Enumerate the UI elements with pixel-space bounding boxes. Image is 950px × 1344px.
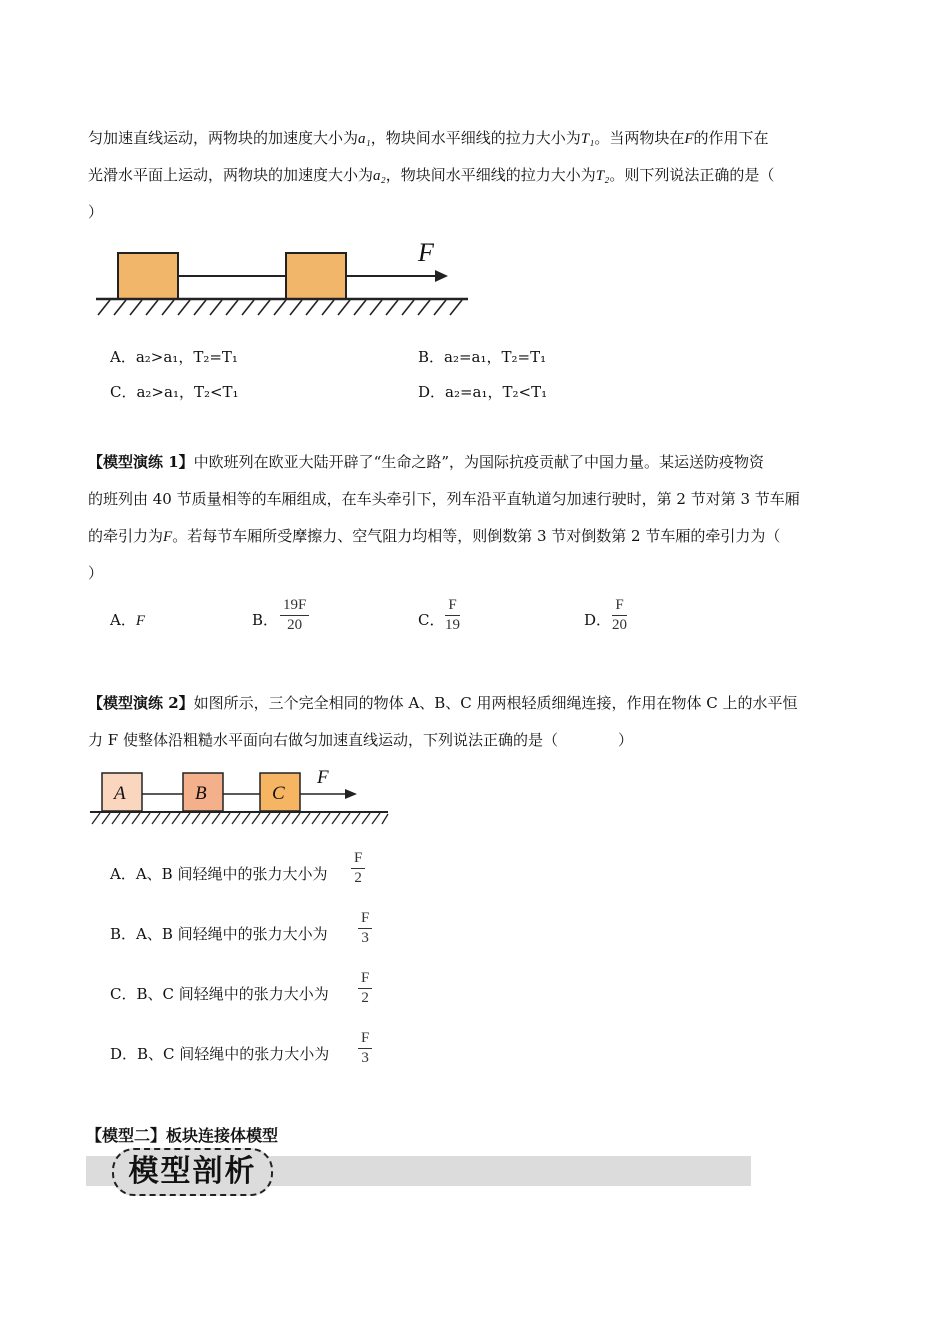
force-label: F — [418, 238, 434, 267]
var-F: F — [684, 131, 694, 147]
figure-three-blocks — [88, 764, 393, 826]
q0-line-1: 匀加速直线运动，两物块的加速度大小为a₁，物块间水平细线的拉力大小为T₁。当两物块在F的作用下在 — [88, 129, 769, 147]
q0-option-b[interactable]: B．a₂=a₁，T₂=T₁ — [418, 348, 547, 366]
force-label: F — [317, 767, 329, 788]
q1-option-c-fraction: F 19 — [445, 597, 460, 633]
q2-line-1: 【模型演练 2】如图所示，三个完全相同的物体 A、B、C 用两根轻质细绳连接，作用在物体 C 上的水平恒 — [88, 694, 798, 712]
q1-line-2: 的班列由 40 节质量相等的车厢组成，在车头牵引下，列车沿平直轨道匀加速行驶时，第 2 节对第 3 节车厢 — [88, 490, 800, 508]
q1-option-d-fraction: F 20 — [612, 597, 627, 633]
q1-tag: 【模型演练 1】 — [88, 453, 194, 471]
ground-hatch — [98, 300, 462, 315]
q1-option-d-label[interactable]: D． — [584, 611, 612, 629]
var-a2: a₂ — [373, 168, 386, 184]
section-heading: 【模型二】板块连接体模型 — [86, 1126, 279, 1145]
ground-hatch — [92, 813, 388, 824]
block-left — [118, 253, 178, 299]
var-T1: T₁ — [580, 131, 595, 147]
q0-option-a[interactable]: A．a₂>a₁，T₂=T₁ — [110, 348, 238, 366]
q1-line-3: 的牵引力为F。若每节车厢所受摩擦力、空气阻力均相等，则倒数第 3 节对倒数第 2 节车厢的牵引力为（ — [88, 527, 781, 545]
q1-option-a[interactable]: A．F — [110, 611, 146, 629]
label-b: B — [195, 783, 207, 804]
q2-option-c-fraction: F 2 — [358, 970, 372, 1007]
arrow-head — [345, 789, 357, 799]
var-a1: a₁ — [358, 131, 371, 147]
block-right — [286, 253, 346, 299]
label-a: A — [114, 783, 126, 804]
q2-option-b-fraction: F 3 — [358, 910, 372, 947]
q2-option-d-fraction: F 3 — [358, 1030, 372, 1067]
q1-option-c-label[interactable]: C． — [418, 611, 445, 629]
q2-option-a-fraction: F 2 — [351, 850, 365, 887]
arrow-head — [435, 270, 448, 282]
figure-two-blocks — [90, 235, 475, 317]
q2-option-b[interactable]: B．A、B 间轻绳中的张力大小为 — [110, 925, 328, 943]
q2-tag: 【模型演练 2】 — [88, 694, 194, 712]
q2-line-2: 力 F 使整体沿粗糙水平面向右做匀加速直线运动，下列说法正确的是（ ） — [88, 731, 633, 749]
q2-option-c[interactable]: C．B、C 间轻绳中的张力大小为 — [110, 985, 329, 1003]
section-banner-badge: 模型剖析 — [112, 1148, 273, 1196]
q1-line-1: 【模型演练 1】中欧班列在欧亚大陆开辟了“生命之路”，为国际抗疫贡献了中国力量。某运送防疫物资 — [88, 453, 765, 471]
q0-line-2: 光滑水平面上运动，两物块的加速度大小为a₂，物块间水平细线的拉力大小为T₂。则下列说法正确的是（ — [88, 166, 775, 184]
q2-option-d[interactable]: D．B、C 间轻绳中的张力大小为 — [110, 1045, 330, 1063]
label-c: C — [272, 783, 285, 804]
q1-option-b-fraction: 19F 20 — [280, 597, 309, 634]
q1-line-4: ） — [88, 564, 104, 582]
var-T2: T₂ — [595, 168, 610, 184]
q1-option-b-label[interactable]: B． — [252, 611, 279, 629]
q0-line-3: ） — [88, 203, 104, 221]
q0-option-d[interactable]: D．a₂=a₁，T₂<T₁ — [418, 383, 548, 401]
q0-option-c[interactable]: C．a₂>a₁，T₂<T₁ — [110, 383, 239, 401]
q2-option-a[interactable]: A．A、B 间轻绳中的张力大小为 — [110, 865, 328, 883]
